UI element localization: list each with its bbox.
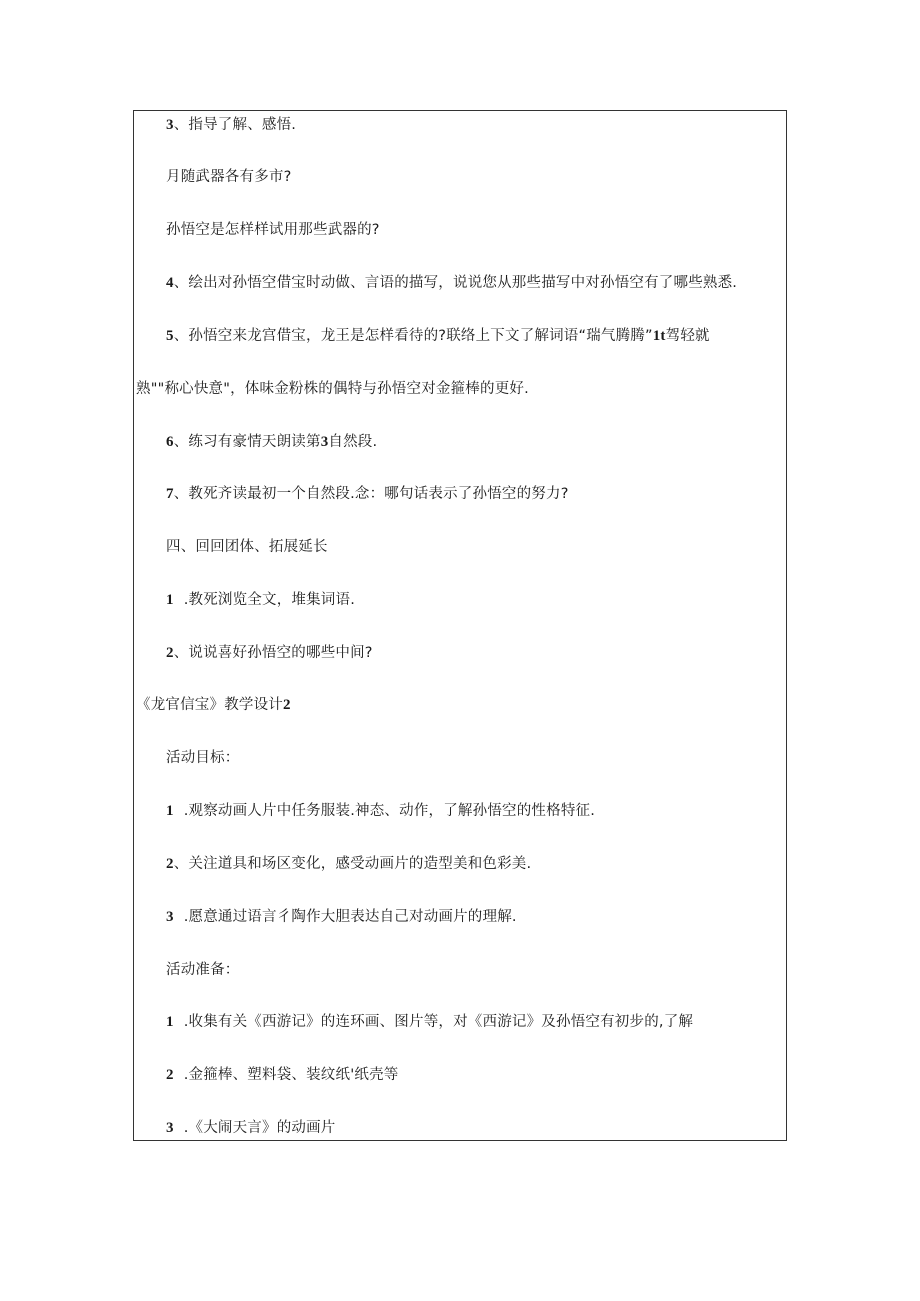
line-text: 、孙悟空来龙宫借宝，龙王是怎样看待的?联络上下文了解词语“瑞气腾腾” <box>173 328 653 344</box>
text-line-8 <box>166 484 569 504</box>
item-number: 3 <box>166 117 174 133</box>
document-title <box>136 695 291 715</box>
section-heading <box>166 537 328 557</box>
text-line-2 <box>166 167 292 187</box>
text-line-20 <box>166 1118 336 1138</box>
line-text: 、指导了解、感悟. <box>173 117 297 133</box>
text-line-7 <box>166 432 377 452</box>
inline-number: 1t <box>652 328 666 344</box>
line-text-suffix: 自然段. <box>328 434 378 450</box>
line-text: .愿意通过语言彳陶作大胆表达自己对动画片的理解. <box>183 909 517 925</box>
line-text: .金箍棒、塑料袋、装纹纸'纸壳等 <box>183 1067 399 1083</box>
item-number: 2 <box>166 1067 174 1083</box>
item-number: 2 <box>166 645 174 661</box>
item-number: 1 <box>166 1014 174 1030</box>
line-text: 、练习有豪情天朗读第 <box>173 434 321 450</box>
item-number: 3 <box>166 1120 174 1136</box>
line-text: 、绘出对孙悟空借宝时动做、言语的描写，说说您从那些描写中对孙悟空有了哪些熟悉. <box>173 275 738 291</box>
line-text: 活动目标： <box>166 750 240 766</box>
line-text: .《大闹天言》的动画片 <box>183 1120 336 1136</box>
text-line-3 <box>166 220 380 240</box>
text-line-14 <box>166 801 595 821</box>
item-number: 3 <box>166 909 174 925</box>
line-text: 月随武器各有多市? <box>166 169 292 185</box>
line-text: 孙悟空是怎样样试用那些武器的? <box>166 222 380 238</box>
item-number: 1 <box>166 592 174 608</box>
text-line-19 <box>166 1065 399 1085</box>
inline-number: 2 <box>283 697 291 713</box>
item-number: 4 <box>166 275 174 291</box>
text-line-11 <box>166 643 373 663</box>
content-frame <box>133 110 787 1141</box>
line-text: .收集有关《西游记》的连环画、图片等，对《西游记》及孙悟空有初步的,了解 <box>183 1014 694 1030</box>
line-text: 活动准备： <box>166 962 240 978</box>
line-text: 、说说喜好孙悟空的哪些中间? <box>173 645 373 661</box>
item-number: 1 <box>166 803 174 819</box>
text-line-15 <box>166 854 531 874</box>
text-line-16 <box>166 907 517 927</box>
item-number: 7 <box>166 486 174 502</box>
text-line-5 <box>166 326 710 346</box>
line-text: .观察动画人片中任务服装.神态、动作，了解孙悟空的性格特征. <box>183 803 596 819</box>
line-text-suffix: 驾轻就 <box>665 328 710 344</box>
item-number: 5 <box>166 328 174 344</box>
text-line-1 <box>166 115 296 135</box>
item-number: 6 <box>166 434 174 450</box>
text-line-18 <box>166 1012 693 1032</box>
inline-number: 3 <box>320 434 329 450</box>
line-text: 四、回回团体、拓展延长 <box>166 539 328 555</box>
line-text: 熟""称心快意"，体味金粉株的偶特与孙悟空对金箍棒的更好. <box>136 381 529 397</box>
item-number: 2 <box>166 856 174 872</box>
section-label-goals <box>166 748 240 768</box>
text-line-10 <box>166 590 355 610</box>
text-line-6 <box>136 379 529 399</box>
section-label-prep <box>166 960 240 980</box>
line-text: 《龙官信宝》教学设计 <box>136 697 283 713</box>
line-text: 、教死齐读最初一个自然段.念：哪句话表示了孙悟空的努力? <box>173 486 569 502</box>
line-text: 、关注道具和场区变化，感受动画片的造型美和色彩美. <box>173 856 532 872</box>
line-text: .教死浏览全文，堆集词语. <box>183 592 356 608</box>
text-line-4 <box>166 273 737 293</box>
